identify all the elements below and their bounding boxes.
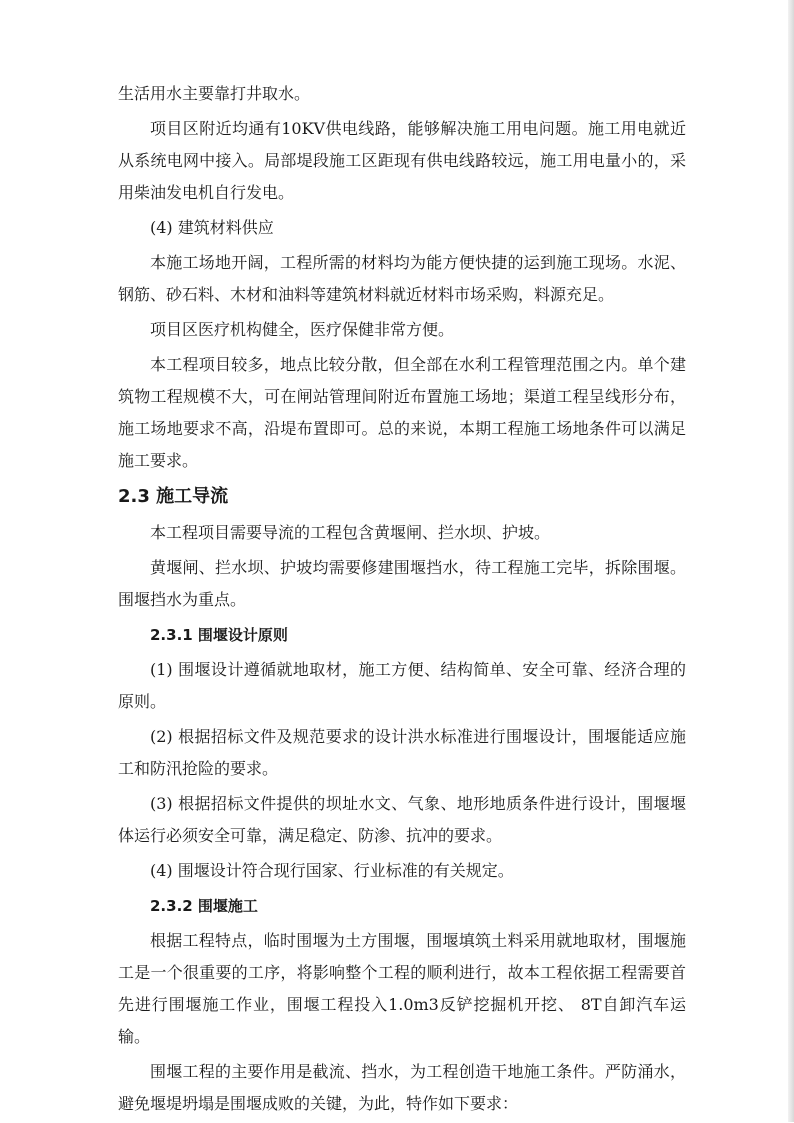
paragraph-materials: 本施工场地开阔，工程所需的材料均为能方便快捷的运到施工现场。水泥、钢筋、砂石料、木材和油料等建筑材料就近材料市场采购，料源充足。 <box>118 253 686 304</box>
paragraph-water: 生活用水主要靠打井取水。 <box>118 84 311 103</box>
section-heading-2-3-1: 2.3.1 围堰设计原则 <box>150 626 288 644</box>
section-heading-2-3-2: 2.3.2 围堰施工 <box>150 897 258 915</box>
paragraph-site: 本工程项目较多，地点比较分散，但全部在水利工程管理范围之内。单个建筑物工程规模不大，可在闸站管理间附近布置施工场地；渠道工程呈线形分布，施工场地要求不高，沿堤布置即可。总的来说，本期工程施工场地条件可以满足施工要求。 <box>118 355 686 470</box>
principle-item-3: (3) 根据招标文件提供的坝址水文、气象、地形地质条件进行设计，围堰堰体运行必须安全可靠，满足稳定、防渗、抗冲的要求。 <box>118 794 686 845</box>
principle-item-1: (1) 围堰设计遵循就地取材，施工方便、结构简单、安全可靠、经济合理的原则。 <box>118 660 686 711</box>
paragraph-cofferdam-need: 黄堰闸、拦水坝、护坡均需要修建围堰挡水，待工程施工完毕，拆除围堰。围堰挡水为重点。 <box>118 558 686 609</box>
paragraph-medical: 项目区医疗机构健全，医疗保健非常方便。 <box>150 320 455 339</box>
principle-item-2: (2) 根据招标文件及规范要求的设计洪水标准进行围堰设计，围堰能适应施工和防汛抢险的要求。 <box>118 727 686 778</box>
section-heading-2-3: 2.3 施工导流 <box>118 486 229 507</box>
paragraph-cofferdam-purpose: 围堰工程的主要作用是截流、挡水，为工程创造干地施工条件。严防涌水，避免堰堤坍塌是围堰成败的关键，为此，特作如下要求： <box>118 1062 686 1113</box>
page-edge-shadow <box>788 0 794 1122</box>
principle-item-4: (4) 围堰设计符合现行国家、行业标准的有关规定。 <box>150 861 514 880</box>
subheading-materials: (4) 建筑材料供应 <box>150 218 274 237</box>
paragraph-diversion-scope: 本工程项目需要导流的工程包含黄堰闸、拦水坝、护坡。 <box>150 523 551 542</box>
document-page <box>118 78 686 1123</box>
paragraph-power: 项目区附近均通有10KV供电线路，能够解决施工用电问题。施工用电就近从系统电网中接入。局部堤段施工区距现有供电线路较远，施工用电量小的，采用柴油发电机自行发电。 <box>118 119 686 202</box>
paragraph-cofferdam-construction: 根据工程特点，临时围堰为土方围堰，围堰填筑土料采用就地取材，围堰施工是一个很重要的工序，将影响整个工程的顺利进行，故本工程依据工程需要首先进行围堰施工作业，围堰工程投入1.0m3反铲挖掘机开挖、 8T自卸汽车运输。 <box>118 931 686 1046</box>
